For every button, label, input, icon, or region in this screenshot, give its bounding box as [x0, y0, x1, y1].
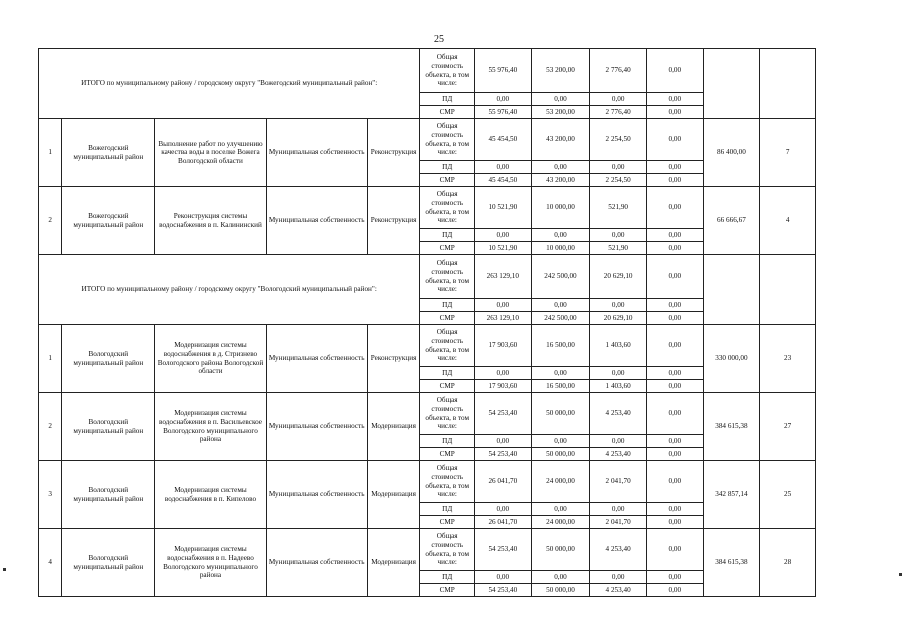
amount-cell: 54 253,40 [475, 584, 532, 597]
amount-cell: 54 253,40 [475, 529, 532, 571]
cost-type-label: Общая стоимость объекта, в том числе: [420, 393, 475, 435]
work-type-cell: Реконструкция [367, 325, 420, 393]
amount-cell: 53 200,00 [531, 106, 590, 119]
amount-cell: 4 253,40 [590, 448, 647, 461]
work-type-cell: Модернизация [367, 529, 420, 597]
cost-row-total [39, 529, 816, 571]
ownership-cell: Муниципальная собственность [266, 461, 367, 529]
amount-cell: 4 253,40 [590, 393, 647, 435]
amount-cell: 10 000,00 [531, 242, 590, 255]
amount-cell: 0,00 [590, 571, 647, 584]
object-name-cell: Модернизация системы водоснабжения в п. Васильевское Вологодского муниципального района [155, 393, 266, 461]
section-total-label: ИТОГО по муниципальному району / городскому округу "Вологодский муниципальный район": [39, 255, 420, 325]
amount-cell: 20 629,10 [590, 312, 647, 325]
municipality-cell: Вологодский муниципальный район [62, 393, 155, 461]
amount-cell: 0,00 [646, 367, 703, 380]
row-number: 4 [39, 529, 62, 597]
object-name-cell: Модернизация системы водоснабжения в п. Кипелово [155, 461, 266, 529]
unit-cost-cell: 384 615,38 [703, 529, 760, 597]
rank-cell: 25 [760, 461, 816, 529]
cost-type-label: ПД [420, 571, 475, 584]
rank-cell: 7 [760, 119, 816, 187]
amount-cell: 0,00 [646, 448, 703, 461]
amount-cell: 50 000,00 [531, 448, 590, 461]
cost-type-label: СМР [420, 174, 475, 187]
amount-cell: 0,00 [590, 229, 647, 242]
cost-type-label: ПД [420, 503, 475, 516]
amount-cell: 242 500,00 [531, 255, 590, 299]
row-number: 3 [39, 461, 62, 529]
amount-cell: 263 129,10 [475, 312, 532, 325]
amount-cell: 16 500,00 [531, 325, 590, 367]
amount-cell: 2 254,50 [590, 174, 647, 187]
amount-cell: 55 976,40 [475, 106, 532, 119]
cost-type-label: Общая стоимость объекта, в том числе: [420, 529, 475, 571]
amount-cell: 45 454,50 [475, 174, 532, 187]
amount-cell: 26 041,70 [475, 516, 532, 529]
amount-cell: 2 776,40 [590, 106, 647, 119]
budget-table [38, 48, 816, 597]
unit-cost-cell [703, 49, 760, 119]
amount-cell: 0,00 [646, 516, 703, 529]
object-name-cell: Реконструкция системы водоснабжения в п. Калининский [155, 187, 266, 255]
amount-cell: 0,00 [646, 380, 703, 393]
object-name-cell: Модернизация системы водоснабжения в п. Надеево Вологодского муниципального района [155, 529, 266, 597]
amount-cell: 0,00 [646, 393, 703, 435]
cost-type-label: ПД [420, 367, 475, 380]
cost-type-label: Общая стоимость объекта, в том числе: [420, 49, 475, 93]
amount-cell: 10 521,90 [475, 242, 532, 255]
cost-type-label: Общая стоимость объекта, в том числе: [420, 119, 475, 161]
amount-cell: 0,00 [475, 435, 532, 448]
rank-cell [760, 255, 816, 325]
rank-cell: 4 [760, 187, 816, 255]
ownership-cell: Муниципальная собственность [266, 393, 367, 461]
cost-type-label: СМР [420, 312, 475, 325]
rank-cell: 23 [760, 325, 816, 393]
cost-row-total [39, 461, 816, 503]
unit-cost-cell: 66 666,67 [703, 187, 760, 255]
amount-cell: 0,00 [646, 161, 703, 174]
scan-mark-left [3, 568, 6, 571]
amount-cell: 54 253,40 [475, 393, 532, 435]
amount-cell: 0,00 [590, 299, 647, 312]
object-name-cell: Модернизация системы водоснабжения в д. Стризнево Вологодского района Вологодской области [155, 325, 266, 393]
amount-cell: 45 454,50 [475, 119, 532, 161]
ownership-cell: Муниципальная собственность [266, 187, 367, 255]
cost-type-label: ПД [420, 435, 475, 448]
cost-type-label: СМР [420, 448, 475, 461]
cost-type-label: ПД [420, 299, 475, 312]
amount-cell: 0,00 [531, 435, 590, 448]
work-type-cell: Реконструкция [367, 119, 420, 187]
amount-cell: 0,00 [475, 503, 532, 516]
amount-cell: 0,00 [646, 229, 703, 242]
amount-cell: 0,00 [646, 242, 703, 255]
unit-cost-cell: 342 857,14 [703, 461, 760, 529]
unit-cost-cell: 330 000,00 [703, 325, 760, 393]
cost-type-label: СМР [420, 106, 475, 119]
cost-type-label: Общая стоимость объекта, в том числе: [420, 461, 475, 503]
amount-cell: 0,00 [646, 255, 703, 299]
cost-type-label: СМР [420, 242, 475, 255]
cost-row-total [39, 49, 816, 93]
amount-cell: 0,00 [646, 461, 703, 503]
cost-type-label: Общая стоимость объекта, в том числе: [420, 325, 475, 367]
amount-cell: 26 041,70 [475, 461, 532, 503]
amount-cell: 0,00 [646, 93, 703, 106]
row-number: 2 [39, 393, 62, 461]
municipality-cell: Вологодский муниципальный район [62, 325, 155, 393]
cost-row-total [39, 187, 816, 229]
amount-cell: 24 000,00 [531, 516, 590, 529]
cost-type-label: ПД [420, 229, 475, 242]
amount-cell: 0,00 [531, 93, 590, 106]
amount-cell: 0,00 [475, 93, 532, 106]
amount-cell: 0,00 [590, 161, 647, 174]
ownership-cell: Муниципальная собственность [266, 529, 367, 597]
amount-cell: 0,00 [646, 503, 703, 516]
work-type-cell: Реконструкция [367, 187, 420, 255]
amount-cell: 0,00 [590, 367, 647, 380]
cost-type-label: ПД [420, 161, 475, 174]
cost-row-total [39, 393, 816, 435]
amount-cell: 0,00 [646, 119, 703, 161]
amount-cell: 17 903,60 [475, 325, 532, 367]
municipality-cell: Вологодский муниципальный район [62, 529, 155, 597]
amount-cell: 0,00 [646, 187, 703, 229]
work-type-cell: Модернизация [367, 393, 420, 461]
amount-cell: 2 041,70 [590, 461, 647, 503]
amount-cell: 0,00 [646, 325, 703, 367]
amount-cell: 4 253,40 [590, 529, 647, 571]
amount-cell: 2 776,40 [590, 49, 647, 93]
work-type-cell: Модернизация [367, 461, 420, 529]
amount-cell: 0,00 [590, 503, 647, 516]
amount-cell: 2 254,50 [590, 119, 647, 161]
rank-cell: 28 [760, 529, 816, 597]
amount-cell: 0,00 [531, 571, 590, 584]
amount-cell: 50 000,00 [531, 393, 590, 435]
municipality-cell: Вожегодский муниципальный район [62, 187, 155, 255]
amount-cell: 24 000,00 [531, 461, 590, 503]
amount-cell: 10 521,90 [475, 187, 532, 229]
amount-cell: 0,00 [646, 571, 703, 584]
amount-cell: 0,00 [646, 174, 703, 187]
unit-cost-cell: 86 400,00 [703, 119, 760, 187]
rank-cell [760, 49, 816, 119]
amount-cell: 263 129,10 [475, 255, 532, 299]
amount-cell: 16 500,00 [531, 380, 590, 393]
amount-cell: 242 500,00 [531, 312, 590, 325]
amount-cell: 20 629,10 [590, 255, 647, 299]
municipality-cell: Вологодский муниципальный район [62, 461, 155, 529]
amount-cell: 0,00 [646, 312, 703, 325]
amount-cell: 50 000,00 [531, 529, 590, 571]
amount-cell: 0,00 [475, 571, 532, 584]
amount-cell: 0,00 [531, 367, 590, 380]
cost-type-label: СМР [420, 380, 475, 393]
scan-mark-right [899, 573, 902, 576]
amount-cell: 0,00 [531, 229, 590, 242]
amount-cell: 53 200,00 [531, 49, 590, 93]
amount-cell: 2 041,70 [590, 516, 647, 529]
amount-cell: 0,00 [531, 299, 590, 312]
amount-cell: 10 000,00 [531, 187, 590, 229]
municipality-cell: Вожегодский муниципальный район [62, 119, 155, 187]
ownership-cell: Муниципальная собственность [266, 325, 367, 393]
amount-cell: 50 000,00 [531, 584, 590, 597]
amount-cell: 0,00 [475, 367, 532, 380]
amount-cell: 43 200,00 [531, 174, 590, 187]
amount-cell: 54 253,40 [475, 448, 532, 461]
unit-cost-cell: 384 615,38 [703, 393, 760, 461]
row-number: 1 [39, 119, 62, 187]
cost-type-label: Общая стоимость объекта, в том числе: [420, 255, 475, 299]
amount-cell: 1 403,60 [590, 325, 647, 367]
amount-cell: 0,00 [646, 49, 703, 93]
amount-cell: 0,00 [475, 161, 532, 174]
amount-cell: 0,00 [475, 299, 532, 312]
cost-row-total [39, 325, 816, 367]
amount-cell: 0,00 [646, 529, 703, 571]
row-number: 2 [39, 187, 62, 255]
cost-type-label: ПД [420, 93, 475, 106]
amount-cell: 0,00 [590, 93, 647, 106]
amount-cell: 0,00 [646, 299, 703, 312]
amount-cell: 0,00 [531, 503, 590, 516]
amount-cell: 521,90 [590, 187, 647, 229]
amount-cell: 17 903,60 [475, 380, 532, 393]
row-number: 1 [39, 325, 62, 393]
amount-cell: 43 200,00 [531, 119, 590, 161]
amount-cell: 0,00 [646, 435, 703, 448]
amount-cell: 0,00 [531, 161, 590, 174]
object-name-cell: Выполнение работ по улучшению качества воды в поселке Вожега Вологодской области [155, 119, 266, 187]
amount-cell: 55 976,40 [475, 49, 532, 93]
section-total-label: ИТОГО по муниципальному району / городскому округу "Вожегодский муниципальный район": [39, 49, 420, 119]
cost-type-label: СМР [420, 516, 475, 529]
ownership-cell: Муниципальная собственность [266, 119, 367, 187]
unit-cost-cell [703, 255, 760, 325]
page-number: 25 [434, 34, 444, 45]
cost-type-label: СМР [420, 584, 475, 597]
amount-cell: 0,00 [646, 106, 703, 119]
cost-row-total [39, 119, 816, 161]
rank-cell: 27 [760, 393, 816, 461]
cost-row-total [39, 255, 816, 299]
amount-cell: 0,00 [590, 435, 647, 448]
cost-type-label: Общая стоимость объекта, в том числе: [420, 187, 475, 229]
amount-cell: 1 403,60 [590, 380, 647, 393]
amount-cell: 0,00 [475, 229, 532, 242]
amount-cell: 0,00 [646, 584, 703, 597]
amount-cell: 521,90 [590, 242, 647, 255]
amount-cell: 4 253,40 [590, 584, 647, 597]
